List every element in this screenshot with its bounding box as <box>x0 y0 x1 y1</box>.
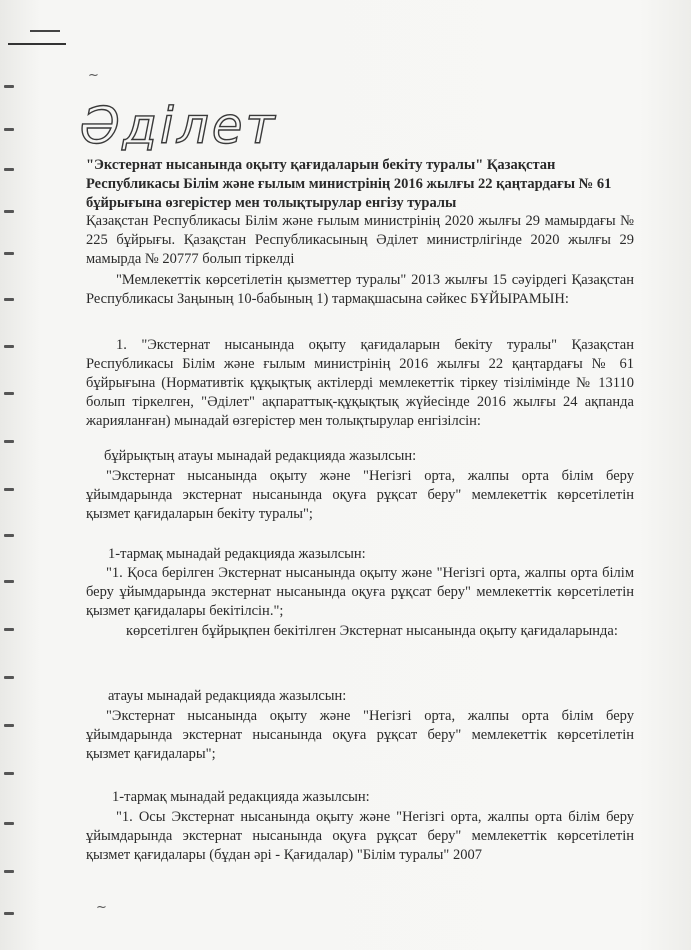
punch-mark <box>4 488 14 491</box>
paragraph: "Экстернат нысанында оқыту және "Негізгі орта, жалпы орта білім беру ұйымдарында экстернат нысанында оқуға рұқсат беру" мемлекеттік көрсетілетін қызмет қағидалары"; <box>86 708 634 762</box>
punch-mark <box>4 724 14 727</box>
scan-mark <box>8 43 66 45</box>
punch-mark <box>4 822 14 825</box>
paragraph: бұйрықтың атауы мынадай редакцияда жазылсын: <box>104 448 417 464</box>
punch-mark <box>4 628 14 631</box>
paragraph: 1. "Экстернат нысанында оқыту қағидаларын бекіту туралы" Қазақстан Республикасы Білім және ғылым министрінің 2016 жылғы 22 қаңтардағы № 61 бұйрығына (Нормативтік құқықтық актілерді мемлекеттік тіркеу тізілімінде № 13110 болып тіркелген, "Әділет" ақпараттық-құқықтық жүйесінде 2016 жылғы 24 ақпанда жарияланған) мынадай өзгерістер мен толықтырулар енгізілсін: <box>86 337 634 429</box>
punch-mark <box>4 534 14 537</box>
punch-mark <box>4 298 14 301</box>
punch-mark <box>4 210 14 213</box>
punch-mark <box>4 168 14 171</box>
punch-mark <box>4 676 14 679</box>
paragraph: "Мемлекеттік көрсетілетін қызметтер туралы" 2013 жылғы 15 сәуірдегі Қазақстан Республикасы Заңының 10-бабының 1) тармақшасына сәйкес БҰЙЫРАМЫН: <box>86 272 634 307</box>
punch-mark <box>4 128 14 131</box>
scan-mark <box>30 30 60 32</box>
paragraph: "1. Қоса берілген Экстернат нысанында оқыту және "Негізгі орта, жалпы орта білім беру ұйымдарында экстернат нысанында оқуға рұқсат беру" мемлекеттік көрсетілетін қызмет қағидалары бекітілсін."; <box>86 565 634 619</box>
punch-mark <box>4 912 14 915</box>
punch-mark <box>4 252 14 255</box>
paragraph: 1-тармақ мынадай редакцияда жазылсын: <box>112 789 370 805</box>
paragraph: "Экстернат нысанында оқыту және "Негізгі орта, жалпы орта білім беру ұйымдарында экстернат нысанында оқуға рұқсат беру" мемлекеттік көрсетілетін қызмет қағидаларын бекіту туралы"; <box>86 468 634 522</box>
scan-artifact: ~ <box>96 900 107 915</box>
paragraph: Қазақстан Республикасы Білім және ғылым министрінің 2020 жылғы 29 мамырдағы № 225 бұйрығы. Қазақстан Республикасының Әділет министрлігінде 2020 жылғы 29 мамырда № 20777 болып тіркелді <box>86 213 634 267</box>
scan-artifact: ~ <box>88 68 99 83</box>
punch-mark <box>4 392 14 395</box>
paragraph: "1. Осы Экстернат нысанында оқыту және "Негізгі орта, жалпы орта білім беру ұйымдарында экстернат нысанында оқуға рұқсат беру" мемлекеттік көрсетілетін қызмет қағидалары (бұдан әрі - Қағидалар) "Білім туралы" 2007 <box>86 809 634 863</box>
logo-text: Әділет <box>80 97 278 155</box>
punch-mark <box>4 580 14 583</box>
punch-mark <box>4 345 14 348</box>
paragraph: 1-тармақ мынадай редакцияда жазылсын: <box>108 546 366 562</box>
punch-mark <box>4 870 14 873</box>
punch-mark <box>4 440 14 443</box>
document-title: "Экстернат нысанында оқыту қағидаларын бекіту туралы" Қазақстан Республикасы Білім және ғылым министрінің 2016 жылғы 22 қаңтардағы № 61 бұйрығына өзгерістер мен толықтырулар енгізу туралы <box>86 157 612 211</box>
paragraph: атауы мынадай редакцияда жазылсын: <box>108 688 347 704</box>
paragraph: көрсетілген бұйрықпен бекітілген Экстернат нысанында оқыту қағидаларында: <box>126 623 618 639</box>
punch-mark <box>4 85 14 88</box>
adilet-logo <box>80 96 278 156</box>
punch-mark <box>4 772 14 775</box>
